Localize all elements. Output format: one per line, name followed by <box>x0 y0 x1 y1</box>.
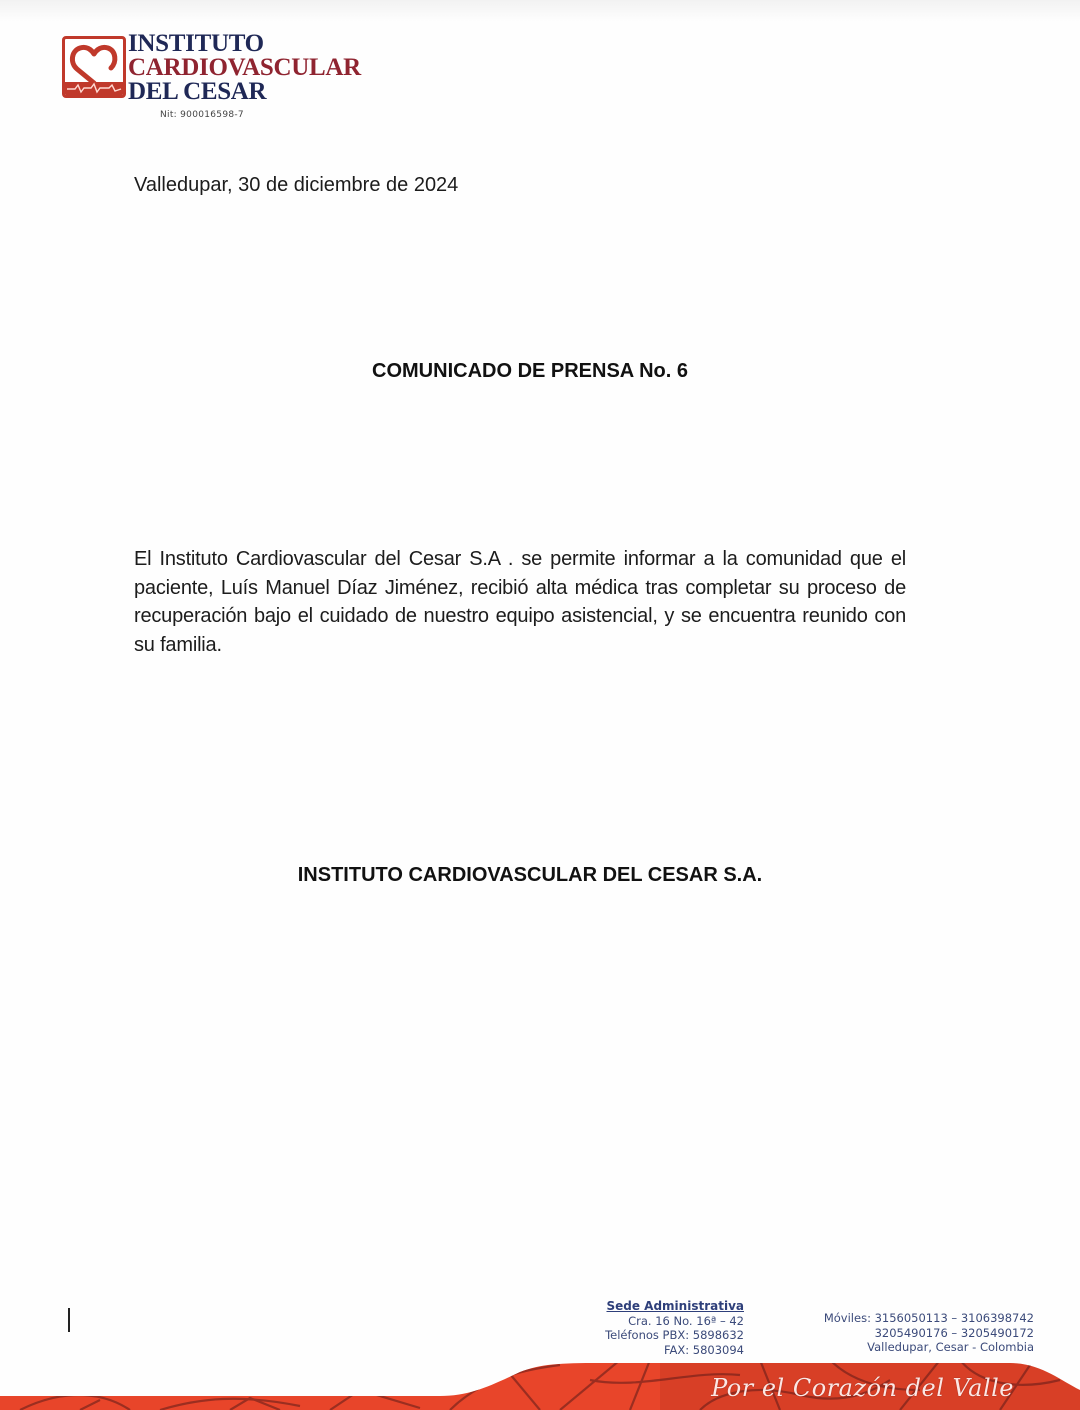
admin-phone: Teléfonos PBX: 5898632 <box>605 1328 744 1342</box>
mobiles-line-1: Móviles: 3156050113 – 3106398742 <box>823 1311 1034 1325</box>
top-shade <box>0 0 1080 22</box>
date-line: Valledupar, 30 de diciembre de 2024 <box>134 174 459 196</box>
tax-id: Nit: 900016598-7 <box>160 110 244 120</box>
footer-tagline: Por el Corazón del Valle <box>711 1374 1014 1402</box>
location: Valledupar, Cesar - Colombia <box>867 1340 1034 1354</box>
signature: INSTITUTO CARDIOVASCULAR DEL CESAR S.A. <box>297 864 763 886</box>
logo-line-1: INSTITUTO <box>128 30 264 57</box>
admin-heading: Sede Administrativa <box>606 1299 744 1313</box>
mobiles-line-2: 3205490176 – 3205490172 <box>874 1325 1034 1340</box>
admin-fax: FAX: 5803094 <box>663 1342 744 1357</box>
press-release-title: COMUNICADO DE PRENSA No. 6 <box>372 360 688 382</box>
body-paragraph: El Instituto Cardiovascular del Cesar S.A . se permite informar a la comunidad que el paciente, Luís Manuel Díaz Jiménez, recibió alta médica tras completar su proceso de recuperación bajo el cuidado de nuestro equipo asistencial, y se encuentra reunido con su familia. <box>134 548 906 656</box>
footer-admin-block <box>605 1299 744 1357</box>
logo-line-3: DEL CESAR <box>128 78 267 105</box>
admin-address: Cra. 16 No. 16ª – 42 <box>628 1313 744 1328</box>
logo-wordmark <box>128 32 361 104</box>
heart-ecg-icon <box>62 36 126 98</box>
footer-contact-block <box>824 1311 1034 1355</box>
institution-logo <box>60 32 360 124</box>
text-cursor <box>68 1308 70 1332</box>
logo-line-2: CARDIOVASCULAR <box>128 54 361 81</box>
